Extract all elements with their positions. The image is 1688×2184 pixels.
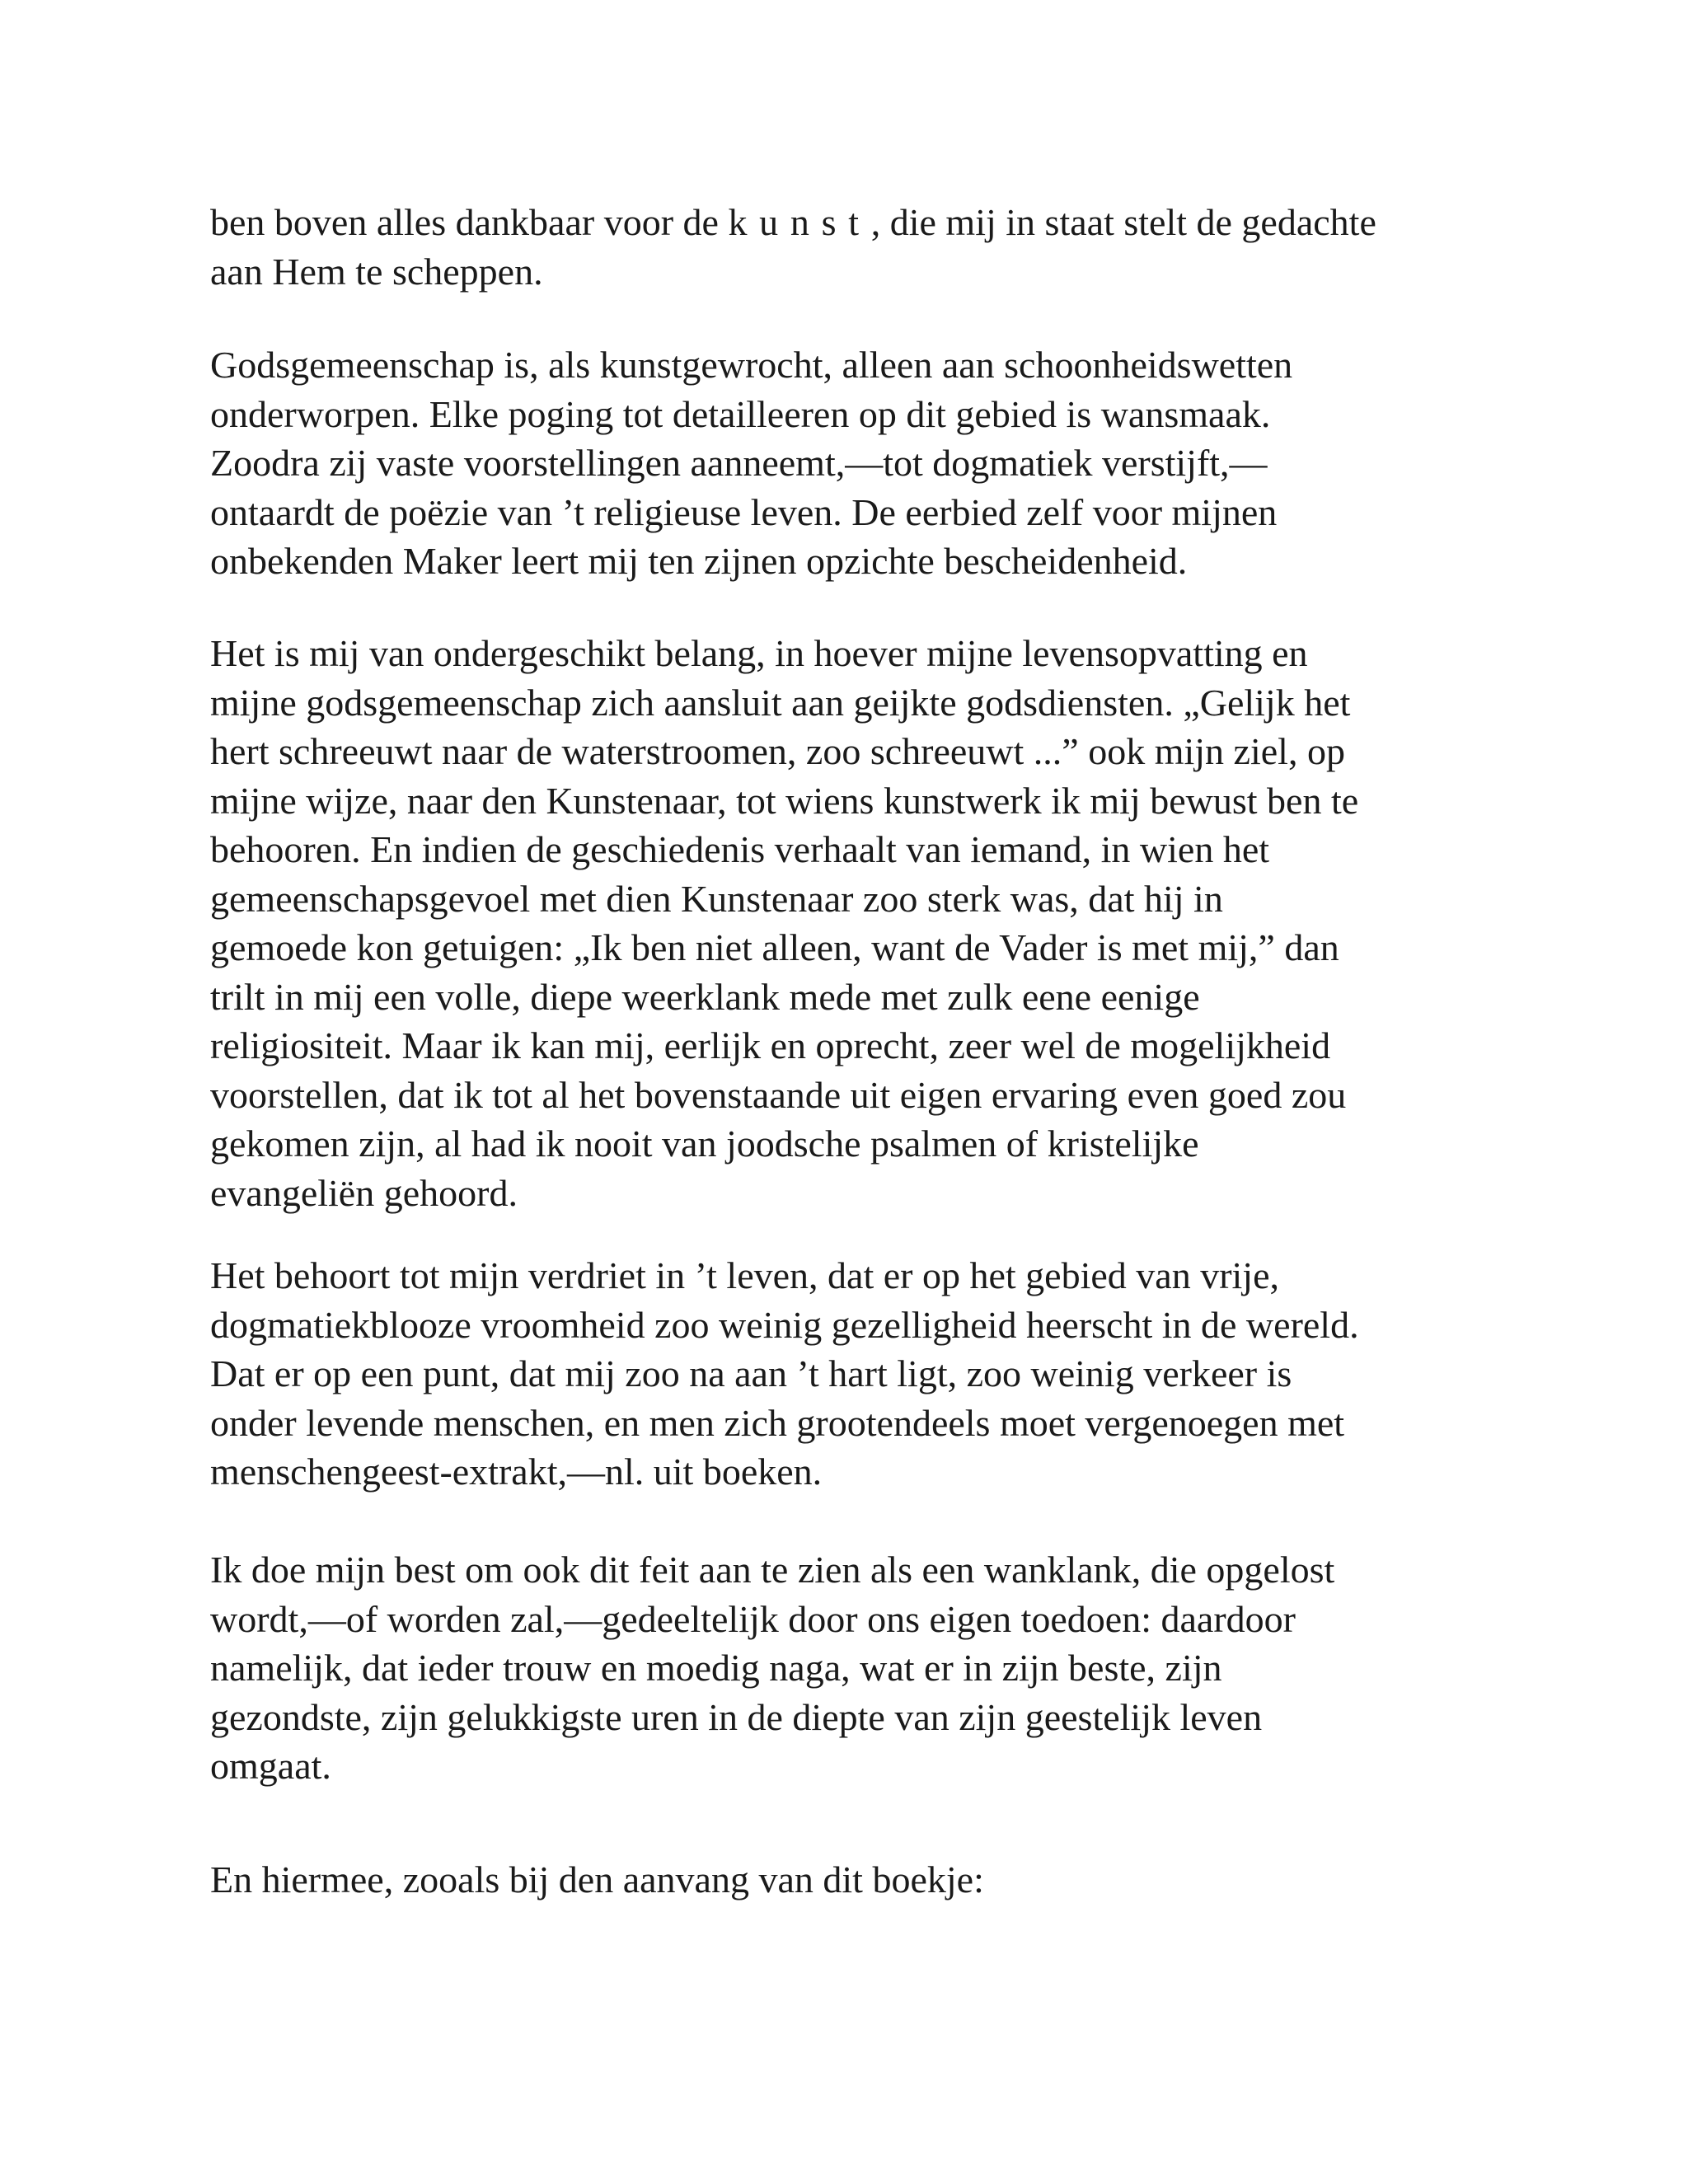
text-line: Ik doe mijn best om ook dit feit aan te zien als een wanklank, die opgelost bbox=[210, 1549, 1335, 1591]
text-line: voorstellen, dat ik tot al het bovenstaande uit eigen ervaring even goed zou bbox=[210, 1073, 1347, 1116]
emphasized-word: kunst bbox=[728, 201, 871, 243]
text-line: gekomen zijn, al had ik nooit van joodsche psalmen of kristelijke bbox=[210, 1122, 1199, 1165]
text-line: wordt,—of worden zal,—gedeeltelijk door ons eigen toedoen: daardoor bbox=[210, 1597, 1296, 1640]
text-line: ben boven alles dankbaar voor de kunst, die mij in staat stelt de gedachte bbox=[210, 201, 1376, 243]
text-line: gemeenschapsgevoel met dien Kunstenaar zoo sterk was, dat hij in bbox=[210, 877, 1223, 920]
text-line: Godsgemeenschap is, als kunstgewrocht, alleen aan schoonheidswetten bbox=[210, 344, 1293, 386]
text-line: namelijk, dat ieder trouw en moedig naga, wat er in zijn beste, zijn bbox=[210, 1647, 1222, 1689]
paragraph-5 bbox=[210, 1545, 1496, 1791]
text-line: mijne wijze, naar den Kunstenaar, tot wiens kunstwerk ik mij bewust ben te bbox=[210, 779, 1359, 822]
text-line: omgaat. bbox=[210, 1745, 331, 1787]
text-line: Zoodra zij vaste voorstellingen aanneemt,—tot dogmatiek verstijft,— bbox=[210, 442, 1268, 484]
text-line: onder levende menschen, en men zich grootendeels moet vergenoegen met bbox=[210, 1401, 1345, 1444]
text-line: dogmatiekblooze vroomheid zoo weinig gezelligheid heerscht in de wereld. bbox=[210, 1303, 1359, 1346]
paragraph-2 bbox=[210, 340, 1496, 586]
text-line: Het behoort tot mijn verdriet in ’t leven, dat er op het gebied van vrije, bbox=[210, 1254, 1279, 1296]
text-line: mijne godsgemeenschap zich aansluit aan geijkte godsdiensten. „Gelijk het bbox=[210, 681, 1351, 724]
paragraph-3 bbox=[210, 629, 1496, 1217]
text-line: onderworpen. Elke poging tot detailleeren op dit gebied is wansmaak. bbox=[210, 392, 1271, 435]
text-line: gemoede kon getuigen: „Ik ben niet alleen, want de Vader is met mij,” dan bbox=[210, 926, 1339, 968]
text-line: Het is mij van ondergeschikt belang, in hoever mijne levensopvatting en bbox=[210, 632, 1308, 674]
paragraph-1 bbox=[210, 198, 1496, 296]
text-line: hert schreeuwt naar de waterstroomen, zoo schreeuwt ...” ook mijn ziel, op bbox=[210, 730, 1345, 772]
text-line: aan Hem te scheppen. bbox=[210, 250, 543, 293]
text-line: trilt in mij een volle, diepe weerklank mede met zulk eene eenige bbox=[210, 975, 1200, 1018]
text-line: gezondste, zijn gelukkigste uren in de diepte van zijn geestelijk leven bbox=[210, 1695, 1263, 1738]
text-line: menschengeest-extrakt,—nl. uit boeken. bbox=[210, 1451, 823, 1493]
text-line: Dat er op een punt, dat mij zoo na aan ’t hart ligt, zoo weinig verkeer is bbox=[210, 1352, 1292, 1394]
text-line: religiositeit. Maar ik kan mij, eerlijk en oprecht, zeer wel de mogelijkheid bbox=[210, 1024, 1331, 1066]
text-line: onbekenden Maker leert mij ten zijnen opzichte bescheidenheid. bbox=[210, 540, 1188, 582]
text-line: En hiermee, zooals bij den aanvang van dit boekje: bbox=[210, 1858, 984, 1900]
paragraph-6 bbox=[210, 1855, 1496, 1905]
text-line: ontaardt de poëzie van ’t religieuse leven. De eerbied zelf voor mijnen bbox=[210, 490, 1278, 533]
paragraph-4 bbox=[210, 1251, 1496, 1497]
text-line: evangeliën gehoord. bbox=[210, 1171, 518, 1214]
text-line: behooren. En indien de geschiedenis verhaalt van iemand, in wien het bbox=[210, 828, 1270, 870]
